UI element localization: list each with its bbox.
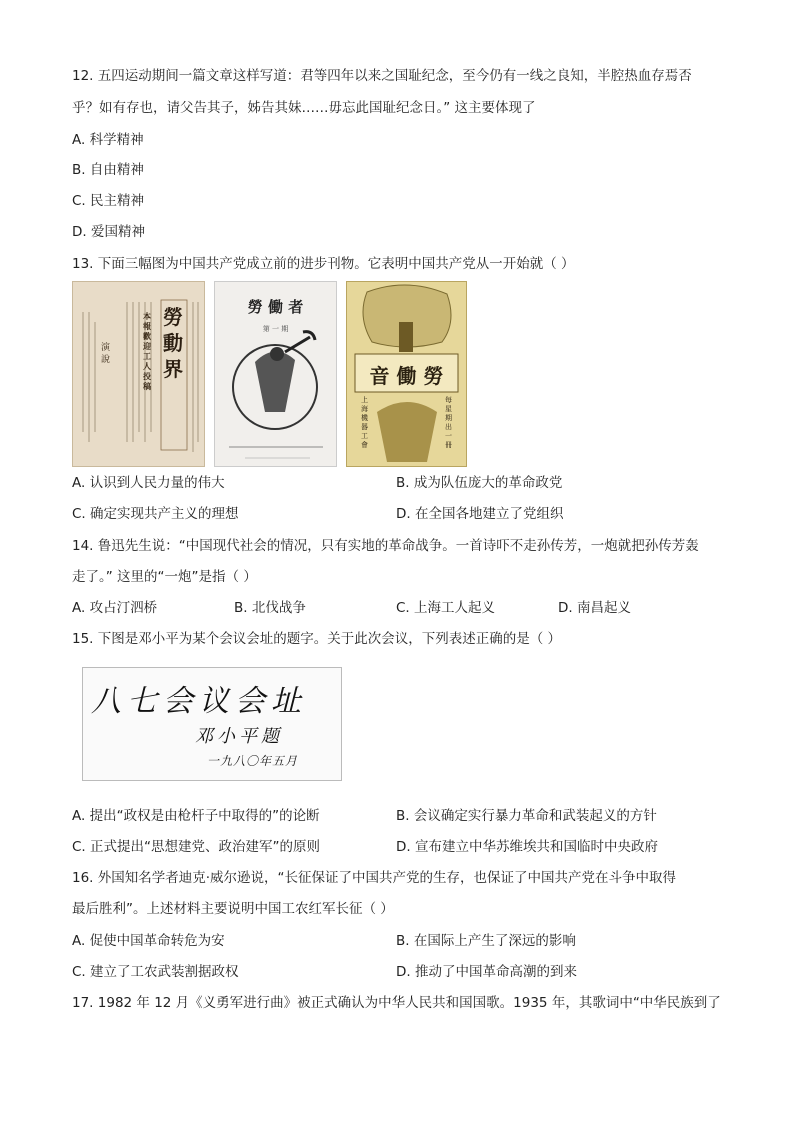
calligraphy-date: 一九八〇年五月 [207, 754, 299, 768]
q15-stem: 15. 下图是邓小平为某个会议会址的题字。关于此次会议，下列表述正确的是（ ） [72, 631, 562, 647]
q12-option-b: B. 自由精神 [72, 162, 144, 178]
journal-laodongjie-title: 勞動界 [163, 305, 183, 381]
q13-option-d: D. 在全国各地建立了党组织 [396, 506, 564, 522]
q12-option-d: D. 爱国精神 [72, 224, 145, 240]
calligraphy-image [82, 667, 342, 781]
q14-option-a: A. 攻占汀泗桥 [72, 600, 158, 616]
journal-laodongzhe-title: 勞 働 者 [247, 298, 304, 316]
q16-stem-line1: 16. 外国知名学者迪克·威尔逊说，“长征保证了中国共产党的生存，也保证了中国共产党在斗争中取得 [72, 870, 677, 886]
calligraphy-main-text: 八七会议会址 [91, 684, 307, 719]
q13-stem: 13. 下面三幅图为中国共产党成立前的进步刊物。它表明中国共产党从一开始就（ ） [72, 256, 575, 272]
journal-image-laodongjie [72, 281, 205, 467]
calligraphy-signature: 邓小平题 [195, 726, 283, 747]
q16-stem-line2: 最后胜利”。上述材料主要说明中国工农红军长征（ ） [72, 901, 394, 917]
q14-stem-line2: 走了。” 这里的“一炮”是指（ ） [72, 569, 257, 585]
q16-option-b: B. 在国际上产生了深远的影响 [396, 933, 576, 949]
journal-image-laodongyin [346, 281, 467, 467]
q16-option-a: A. 促使中国革命转危为安 [72, 933, 225, 949]
journal-laodongzhe-subtitle: 第 一 期 [262, 325, 289, 333]
q14-option-c: C. 上海工人起义 [396, 600, 496, 616]
journal-laodongyin-side1: 每星期出一冊 [445, 396, 452, 449]
q12-option-c: C. 民主精神 [72, 193, 145, 209]
q12-stem-line2: 乎？如有存也，请父告其子，姊告其妹……毋忘此国耻纪念日。” 这主要体现了 [72, 100, 536, 116]
q15-option-c: C. 正式提出“思想建党、政治建军”的原则 [72, 839, 320, 855]
worker-hammer-illustration [215, 282, 336, 466]
journal-laodongjie-side: 本報歡迎工人投稿 [143, 312, 151, 391]
journal-image-laodongzhe [214, 281, 337, 467]
q13-option-a: A. 认识到人民力量的伟大 [72, 475, 225, 491]
q12-stem-line1: 12. 五四运动期间一篇文章这样写道：君等四年以来之国耻纪念，至今仍有一线之良知，半腔热血存焉否 [72, 68, 692, 84]
q14-option-d: D. 南昌起义 [558, 600, 631, 616]
q13-option-b: B. 成为队伍庞大的革命政党 [396, 475, 563, 491]
q15-option-d: D. 宣布建立中华苏维埃共和国临时中央政府 [396, 839, 658, 855]
q14-option-b: B. 北伐战争 [234, 600, 306, 616]
q15-option-a: A. 提出“政权是由枪杆子中取得的”的论断 [72, 808, 320, 824]
q14-stem-line1: 14. 鲁迅先生说：“中国现代社会的情况，只有实地的革命战争。一首诗吓不走孙传芳，一炮就把孙传芳轰 [72, 538, 699, 554]
journal-laodongyin-title: 音 働 勞 [369, 364, 444, 388]
q13-option-c: C. 确定实现共产主义的理想 [72, 506, 239, 522]
journal-laodongjie-small: 演說 [101, 343, 111, 365]
q15-option-b: B. 会议确定实行暴力革命和武装起义的方针 [396, 808, 657, 824]
journal-laodongyin-side2: 上海機器工會 [361, 396, 368, 449]
q16-option-c: C. 建立了工农武装割据政权 [72, 964, 239, 980]
q16-option-d: D. 推动了中国革命高潮的到来 [396, 964, 577, 980]
q17-stem-line1: 17. 1982 年 12 月《义勇军进行曲》被正式确认为中华人民共和国国歌。1935 年，其歌词中“中华民族到了 [72, 995, 721, 1011]
q12-option-a: A. 科学精神 [72, 132, 144, 148]
